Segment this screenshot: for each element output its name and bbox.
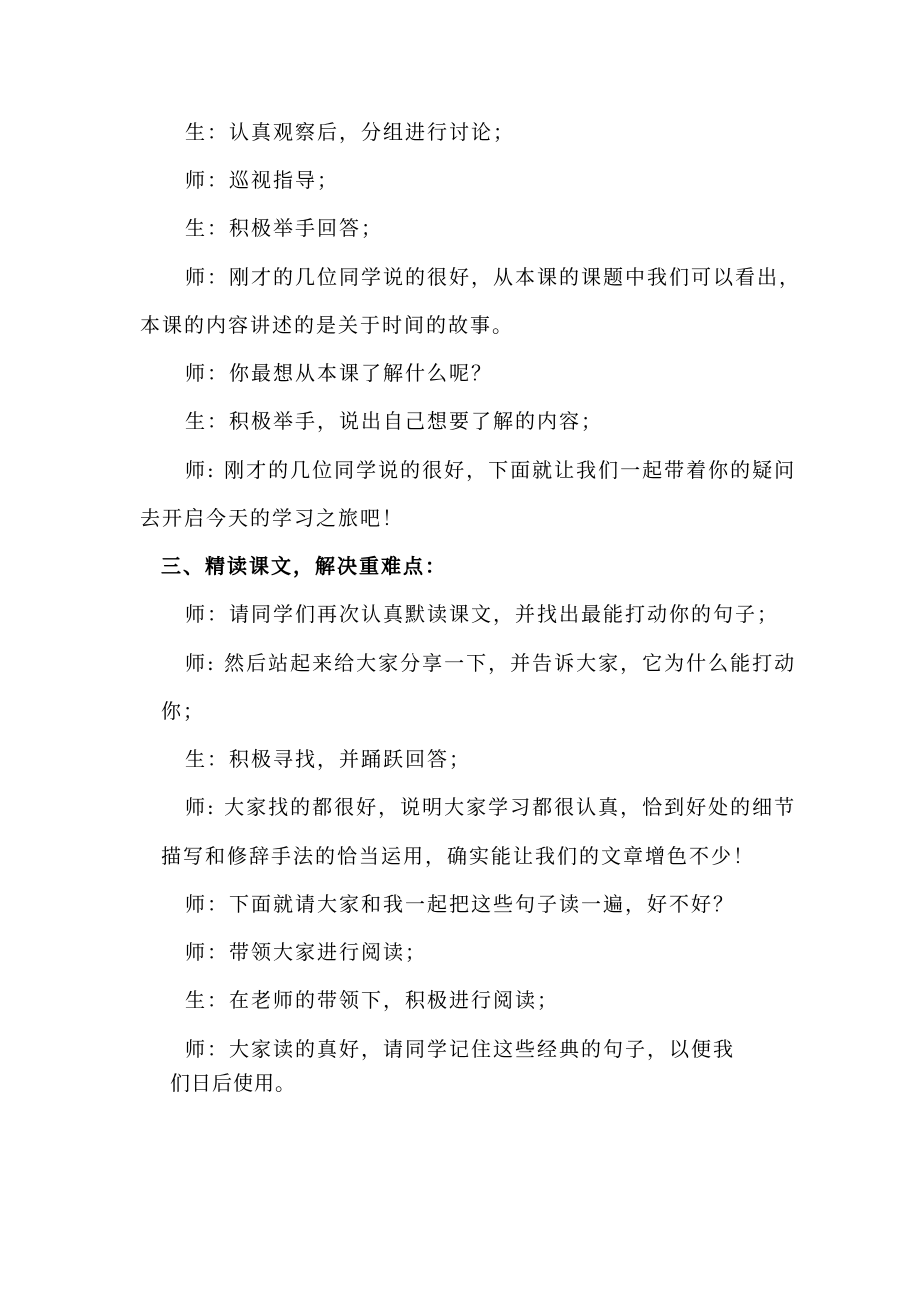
- paragraph-line: 师：带领大家进行阅读；: [185, 940, 427, 964]
- paragraph-line: 去开启今天的学习之旅吧！: [140, 506, 404, 530]
- paragraph-line: 师：巡视指导；: [185, 168, 339, 192]
- paragraph-line: 们日后使用。: [170, 1071, 296, 1095]
- paragraph-line: 师：刚才的几位同学说的很好，从本课的课题中我们可以看出，: [185, 265, 801, 289]
- paragraph-line: 师：请同学们再次认真默读课文，并找出最能打动你的句子；: [185, 602, 779, 626]
- paragraph-line: 生：在老师的带领下，积极进行阅读；: [185, 988, 559, 1012]
- paragraph-line: 师: 刚才的几位同学说的很好，下面就让我们一起带着你的疑问: [185, 458, 797, 482]
- paragraph-line: 师: 然后站起来给大家分享一下，并告诉大家，它为什么能打动: [185, 651, 797, 675]
- paragraph-line: 本课的内容讲述的是关于时间的故事。: [140, 313, 514, 337]
- section-heading: 三、精读课文，解决重难点：: [161, 554, 447, 578]
- paragraph-line: 师：下面就请大家和我一起把这些句子读一遍，好不好？: [185, 892, 735, 916]
- paragraph-line: 师: 大家找的都很好，说明大家学习都很认真，恰到好处的细节: [185, 795, 797, 819]
- paragraph-line: 描写和修辞手法的恰当运用，确实能让我们的文章增色不少！: [161, 844, 755, 868]
- paragraph-line: 你；: [161, 699, 205, 723]
- paragraph-line: 生：积极寻找，并踊跃回答；: [185, 747, 471, 771]
- paragraph-line: 生：积极举手回答；: [185, 216, 383, 240]
- paragraph-line: 师：你最想从本课了解什么呢？: [185, 361, 493, 385]
- paragraph-line: 生：认真观察后，分组进行讨论；: [185, 120, 515, 144]
- paragraph-line: 生：积极举手，说出自己想要了解的内容；: [185, 409, 603, 433]
- paragraph-line: 师：大家读的真好，请同学记住这些经典的句子，以便我: [185, 1037, 735, 1061]
